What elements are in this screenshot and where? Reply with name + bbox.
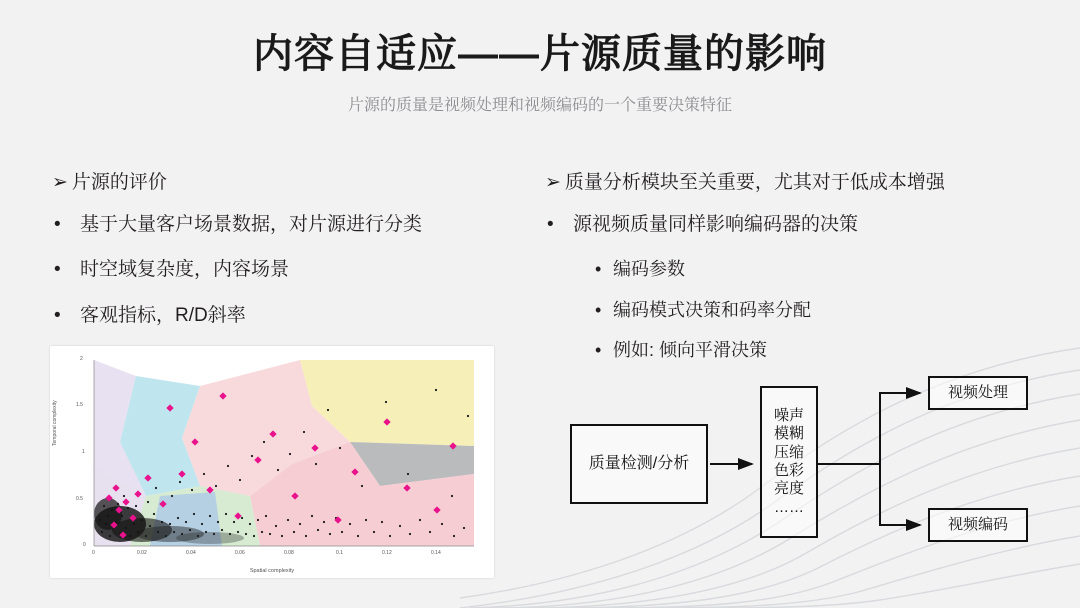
- right-heading-label: 质量分析模块至关重要，尤其对于低成本增强: [564, 172, 945, 193]
- left-column: [52, 170, 522, 349]
- page-subtitle: 片源的质量是视频处理和视频编码的一个重要决策特征: [347, 97, 732, 114]
- y-tick-label: 2: [80, 356, 83, 362]
- x-tick-label: 0.02: [137, 550, 147, 556]
- x-tick-label: 0: [92, 550, 95, 556]
- sub-list-item-label: 编码模式决策和码率分配: [613, 299, 811, 320]
- sub-list-item: [545, 257, 1045, 281]
- dot-bullet-icon: •: [54, 259, 61, 281]
- sub-list-item-label: 编码参数: [613, 259, 685, 280]
- chart-regions: [94, 360, 474, 546]
- dot-bullet-icon: •: [595, 299, 602, 320]
- dot-bullet-icon: •: [547, 213, 554, 235]
- attribute-label: 色彩: [773, 462, 804, 479]
- dot-bullet-icon: •: [54, 304, 61, 326]
- chart-x-axis-label: Spatial complexity: [249, 568, 295, 574]
- attribute-label: 压缩: [773, 443, 804, 461]
- sub-list-item-label: 例如: 倾向平滑决策: [613, 339, 768, 360]
- list-item: [52, 257, 522, 283]
- video-encoding-box: 视频编码: [928, 508, 1028, 542]
- y-tick-label: 1: [82, 449, 85, 455]
- pipeline-diagram: [560, 368, 1060, 568]
- list-item-label: 基于大量客户场景数据，对片源进行分类: [80, 213, 423, 235]
- sub-list-item: [545, 298, 1045, 322]
- sub-list-item: [545, 338, 1045, 362]
- list-item-label: 时空域复杂度，内容场景: [80, 259, 290, 281]
- chart-canvas: [50, 346, 494, 578]
- video-processing-box: 视频处理: [928, 376, 1028, 410]
- left-heading-label: 片源的评价: [71, 172, 167, 193]
- list-item: [52, 212, 522, 238]
- list-item-label: 源视频质量同样影响编码器的决策: [573, 213, 859, 235]
- attribute-label: 亮度: [773, 480, 804, 498]
- y-tick-label: 0: [83, 542, 86, 548]
- attribute-label: ……: [774, 498, 804, 516]
- list-item: [545, 212, 1045, 238]
- attribute-label: 噪声: [773, 407, 804, 425]
- chart-y-axis-label: Temporal complexity: [52, 400, 58, 446]
- arrow-bullet-icon: ➢: [52, 172, 68, 193]
- right-column: [545, 170, 1045, 378]
- y-tick-label: 1.5: [76, 402, 83, 408]
- x-tick-label: 0.14: [431, 550, 441, 556]
- list-item-label: 客观指标，R/D斜率: [80, 304, 246, 326]
- x-tick-label: 0.04: [186, 550, 196, 556]
- arrow-bullet-icon: ➢: [545, 172, 561, 193]
- dot-bullet-icon: •: [54, 213, 61, 235]
- dot-bullet-icon: •: [595, 259, 602, 280]
- x-tick-label: 0.12: [382, 550, 392, 556]
- right-heading: [545, 170, 1045, 196]
- quality-detection-box: 质量检测/分析: [570, 424, 708, 504]
- x-tick-label: 0.06: [235, 550, 245, 556]
- y-tick-label: 0.5: [76, 496, 83, 502]
- dot-bullet-icon: •: [595, 339, 602, 360]
- attributes-box: [760, 386, 818, 538]
- list-item: [52, 303, 522, 329]
- x-tick-label: 0.1: [336, 550, 343, 556]
- attribute-label: 模糊: [773, 425, 804, 443]
- x-tick-label: 0.08: [284, 550, 294, 556]
- left-heading: [52, 170, 522, 196]
- complexity-scatter-chart: [50, 346, 494, 578]
- page-title: 内容自适应——片源质量的影响: [253, 32, 827, 76]
